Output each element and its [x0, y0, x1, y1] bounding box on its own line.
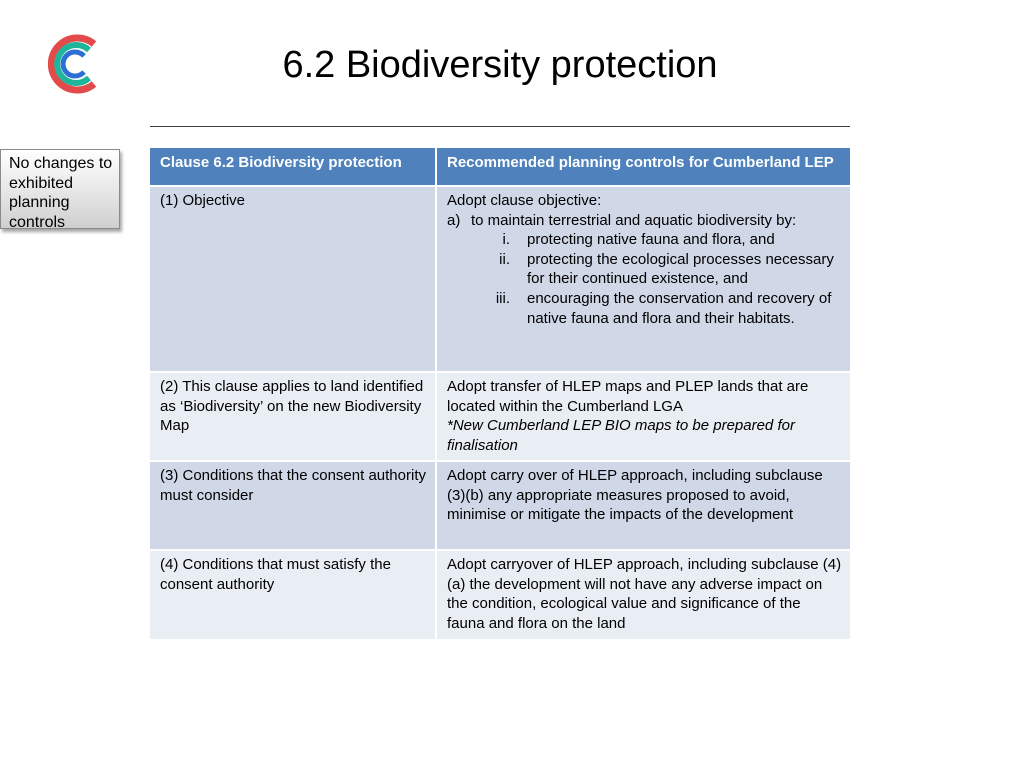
list-item	[447, 289, 842, 328]
list-item-number: i.	[502, 231, 510, 249]
clause-cell	[150, 372, 436, 461]
clause-cell	[150, 550, 436, 639]
status-note: No changes to exhibited planning controls	[0, 149, 120, 229]
control-intro: Adopt clause objective:	[447, 192, 602, 209]
control-cell	[436, 186, 850, 372]
clause-text: (3) Conditions that the consent authority must consider	[160, 467, 426, 504]
page-title: 6.2 Biodiversity protection	[282, 44, 718, 86]
control-cell	[436, 372, 850, 461]
subclause-text: to maintain terrestrial and aquatic biodiversity by:	[471, 211, 797, 229]
list-item-number: ii.	[499, 250, 510, 268]
table-row	[150, 186, 850, 372]
column-header-clause: Clause 6.2 Biodiversity protection	[150, 148, 436, 186]
control-text: Adopt carryover of HLEP approach, including subclause (4)(a) the development will not have any adverse impact on the condition, ecological value and significance of the fauna and flora on the land	[447, 556, 842, 632]
list-item-text: encouraging the conservation and recovery of native fauna and flora and their habitats.	[527, 289, 832, 327]
list-item	[447, 250, 842, 289]
table-row	[150, 461, 850, 550]
control-cell	[436, 550, 850, 639]
clause-text: (4) Conditions that must satisfy the consent authority	[160, 556, 391, 593]
list-item-text: protecting the ecological processes necessary for their continued existence, and	[527, 250, 834, 288]
control-cell	[436, 461, 850, 550]
controls-table	[150, 148, 850, 639]
list-item	[447, 230, 842, 250]
title-divider	[150, 126, 850, 127]
table-row	[150, 550, 850, 639]
list-item-text: protecting native fauna and flora, and	[527, 231, 775, 249]
clause-text: (1) Objective	[160, 192, 246, 209]
table-row	[150, 372, 850, 461]
council-logo-icon	[44, 32, 104, 96]
list-item-number: iii.	[495, 289, 510, 307]
subclause-a	[447, 211, 842, 231]
clause-text: (2) This clause applies to land identified as ‘Biodiversity’ on the new Biodiversity Map	[160, 378, 424, 435]
control-note: *New Cumberland LEP BIO maps to be prepared for finalisation	[447, 417, 795, 454]
control-text: Adopt transfer of HLEP maps and PLEP lands that are located within the Cumberland LGA	[447, 378, 809, 415]
table-header-row	[150, 148, 850, 186]
clause-cell	[150, 461, 436, 550]
column-header-recommended: Recommended planning controls for Cumberland LEP	[436, 148, 850, 186]
clause-cell	[150, 186, 436, 372]
control-text: Adopt carry over of HLEP approach, including subclause (3)(b) any appropriate measures proposed to avoid, minimise or mitigate the impacts of the development	[447, 467, 823, 524]
subclause-label: a)	[447, 211, 461, 229]
